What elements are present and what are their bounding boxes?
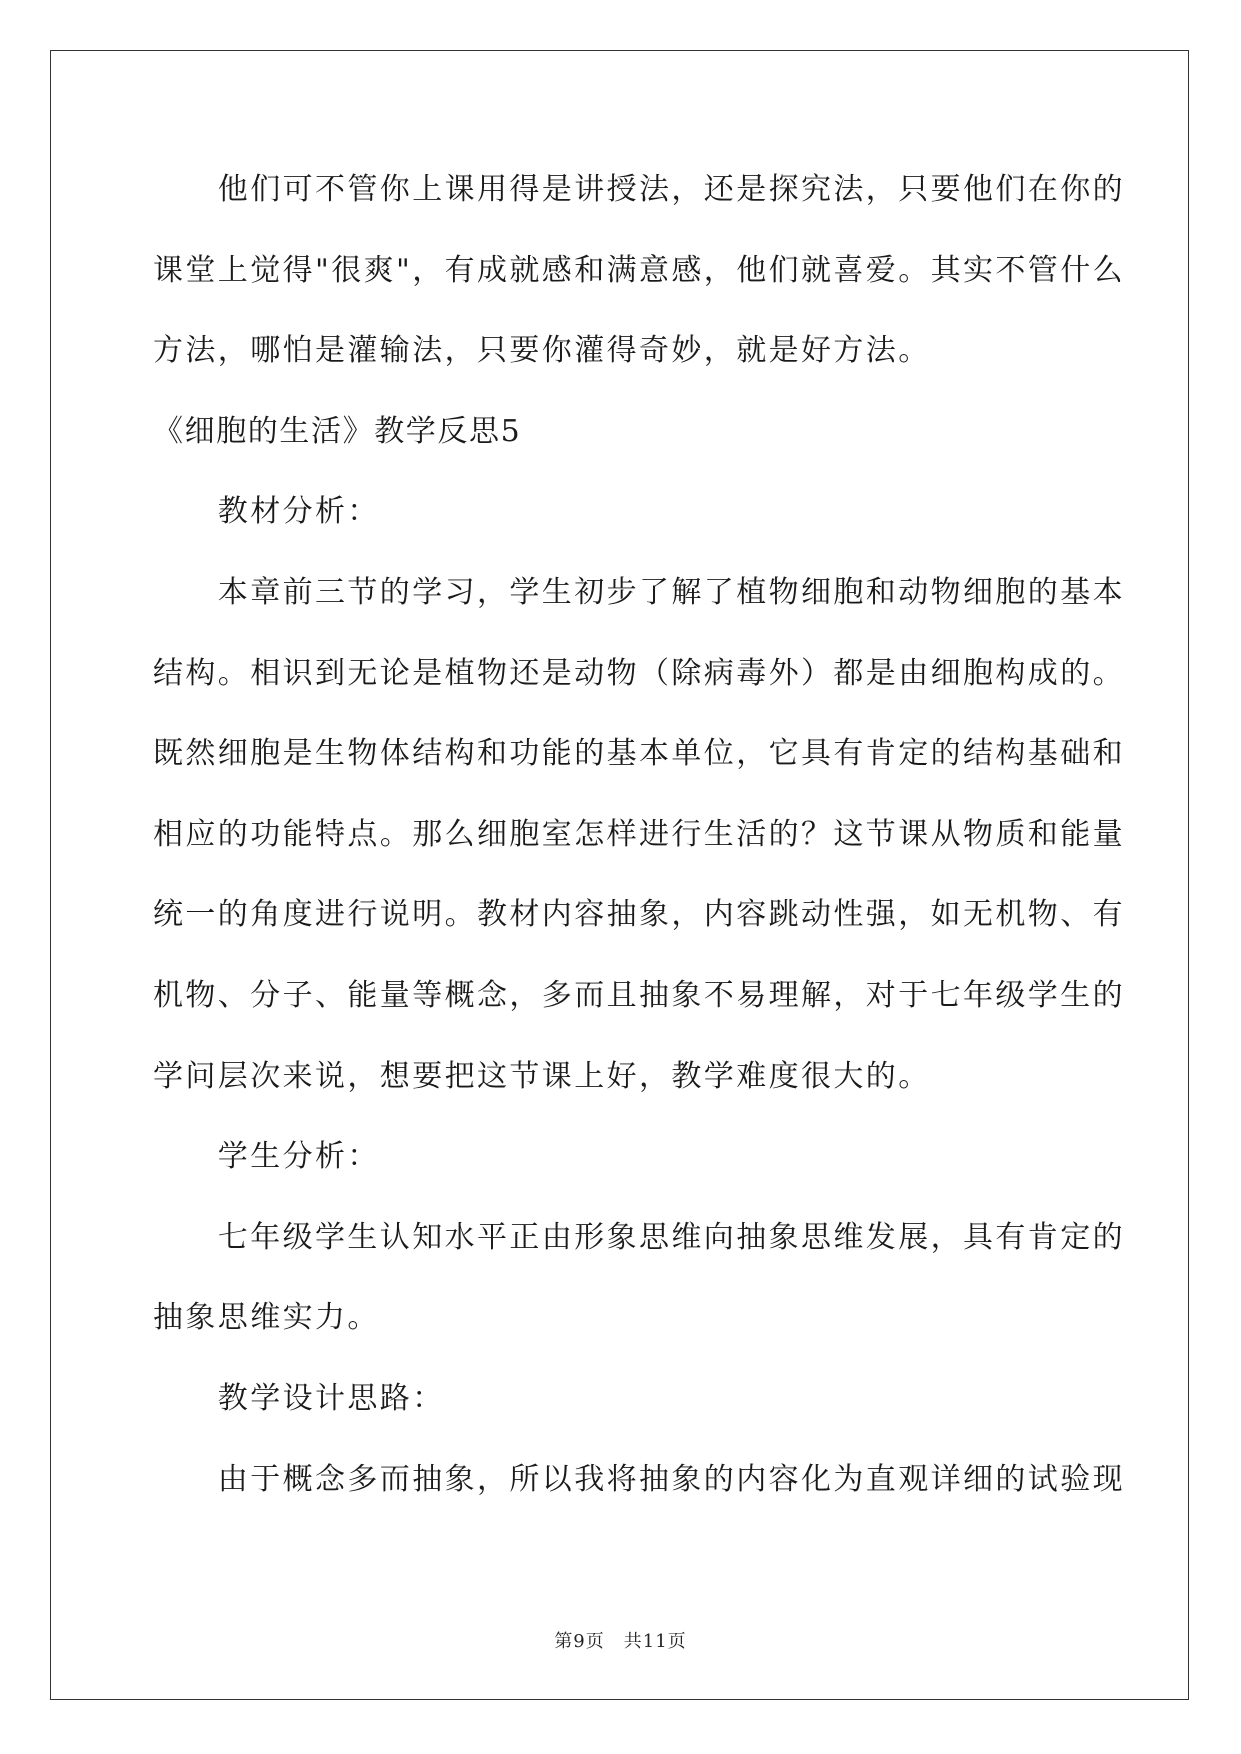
subheading-design-approach: 教学设计思路： (153, 1380, 445, 1416)
text-line: 七年级学生认知水平正由形象思维向抽象思维发展，具有肯定的 (153, 1219, 1125, 1255)
text-line: 课堂上觉得"很爽"，有成就感和满意感，他们就喜爱。其实不管什么 (153, 252, 1125, 288)
text-line: 机物、分子、能量等概念，多而且抽象不易理解，对于七年级学生的 (153, 977, 1125, 1013)
text-line: 由于概念多而抽象，所以我将抽象的内容化为直观详细的试验现 (153, 1461, 1125, 1497)
text-line: 抽象思维实力。 (153, 1300, 380, 1336)
document-body (153, 160, 1125, 1530)
page-number-footer: 第9页 共11页 (554, 1631, 687, 1652)
subheading-material-analysis: 教材分析： (153, 494, 380, 530)
text-line: 本章前三节的学习，学生初步了解了植物细胞和动物细胞的基本 (153, 574, 1125, 610)
text-line: 相应的功能特点。那么细胞室怎样进行生活的？这节课从物质和能量 (153, 816, 1125, 852)
text-line: 统一的角度进行说明。教材内容抽象，内容跳动性强，如无机物、有 (153, 897, 1125, 933)
text-line: 既然细胞是生物体结构和功能的基本单位，它具有肯定的结构基础和 (153, 736, 1125, 772)
text-line: 学问层次来说，想要把这节课上好，教学难度很大的。 (153, 1058, 931, 1094)
text-line: 结构。相识到无论是植物还是动物（除病毒外）都是由细胞构成的。 (153, 655, 1125, 691)
text-line: 方法，哪怕是灌输法，只要你灌得奇妙，就是好方法。 (153, 333, 931, 369)
subheading-student-analysis: 学生分析： (153, 1139, 380, 1175)
section-heading: 《细胞的生活》教学反思5 (153, 413, 522, 449)
text-line: 他们可不管你上课用得是讲授法，还是探究法，只要他们在你的 (153, 172, 1125, 207)
